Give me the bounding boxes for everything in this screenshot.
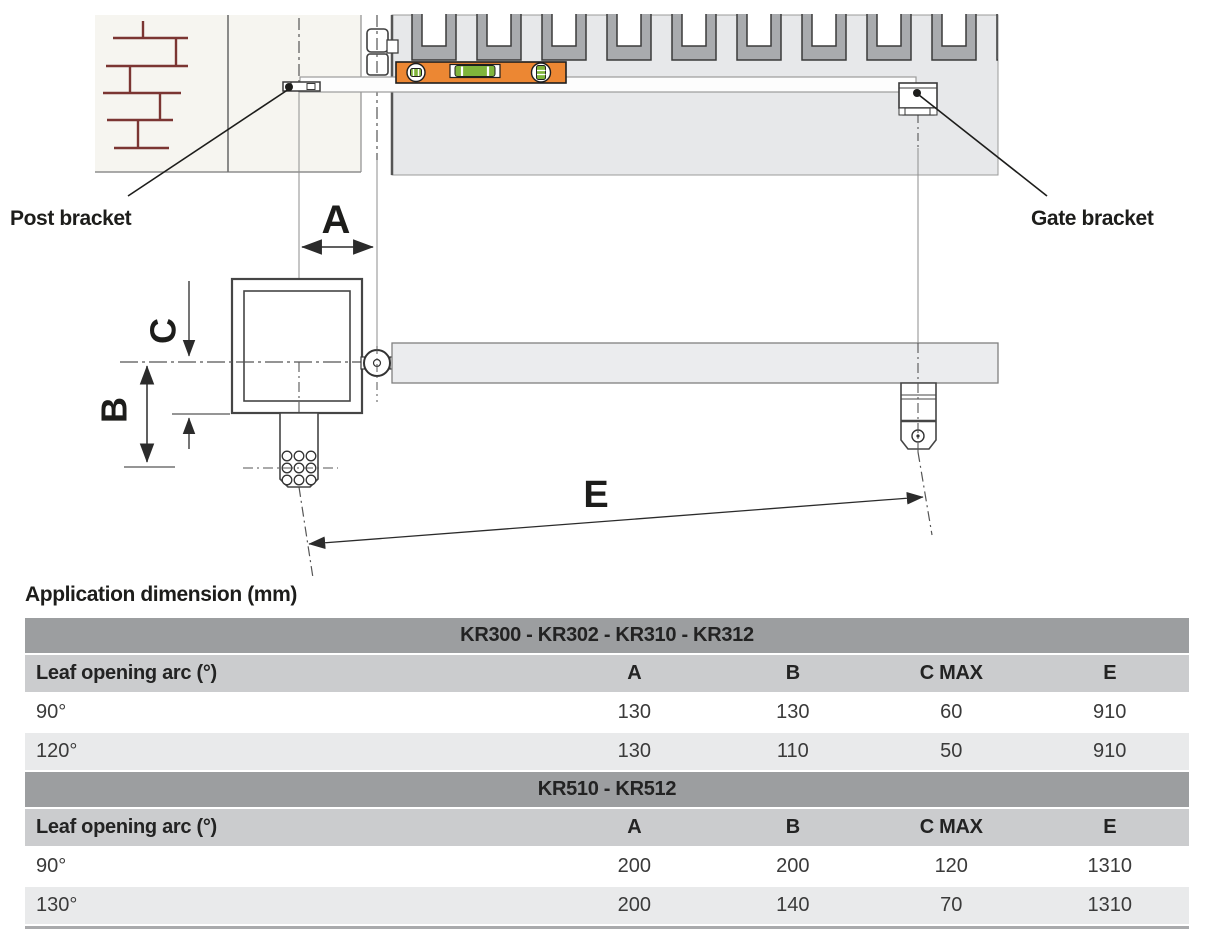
cell-b: 140 xyxy=(776,894,810,916)
table-row xyxy=(25,694,1189,731)
application-dimension-table xyxy=(25,618,1189,929)
col-b: B xyxy=(785,816,800,838)
cell-arc: 90° xyxy=(36,855,67,877)
cell-a: 200 xyxy=(617,894,651,916)
dimension-e xyxy=(309,474,923,544)
post-axis-slant xyxy=(299,487,313,578)
post-bracket-label: Post bracket xyxy=(10,207,132,230)
column-header-row xyxy=(25,809,1189,846)
cell-arc: 130° xyxy=(36,894,78,916)
col-leaf-opening-arc: Leaf opening arc (°) xyxy=(36,662,217,684)
section-header-kr510 xyxy=(25,772,1189,807)
dimension-c xyxy=(143,281,230,449)
dim-c-label: C xyxy=(142,318,184,344)
col-leaf-opening-arc: Leaf opening arc (°) xyxy=(36,816,217,838)
dim-b-label: B xyxy=(93,397,135,423)
cell-a: 130 xyxy=(617,740,651,762)
section-header-text: KR510 - KR512 xyxy=(537,778,677,800)
col-a: A xyxy=(627,662,642,684)
table-row xyxy=(25,733,1189,770)
cell-a: 130 xyxy=(617,701,651,723)
cell-arc: 120° xyxy=(36,740,78,762)
cell-b: 200 xyxy=(776,855,810,877)
cell-e: 1310 xyxy=(1087,855,1132,877)
cell-e: 1310 xyxy=(1087,894,1132,916)
plan-view xyxy=(94,279,998,578)
column-header-row xyxy=(25,655,1189,692)
wall xyxy=(95,15,361,172)
col-e: E xyxy=(1103,662,1117,684)
col-c-max: C MAX xyxy=(919,816,983,838)
section-header-kr300 xyxy=(25,618,1189,653)
table-row xyxy=(25,848,1189,885)
dimension-b xyxy=(94,366,175,467)
spirit-level-icon xyxy=(396,62,566,83)
cell-c-max: 70 xyxy=(940,894,963,916)
dim-e-label: E xyxy=(583,474,609,516)
cell-b: 130 xyxy=(776,701,810,723)
cell-e: 910 xyxy=(1093,701,1127,723)
cell-c-max: 120 xyxy=(934,855,968,877)
cell-a: 200 xyxy=(617,855,651,877)
gate-bracket-label: Gate bracket xyxy=(1031,207,1154,230)
dim-a-label: A xyxy=(321,198,351,242)
col-a: A xyxy=(627,816,642,838)
col-b: B xyxy=(785,662,800,684)
col-e: E xyxy=(1103,816,1117,838)
cell-c-max: 60 xyxy=(940,701,963,723)
front-view xyxy=(10,2,1154,362)
post-section xyxy=(232,279,362,413)
actuator-arm xyxy=(300,77,916,92)
cell-c-max: 50 xyxy=(940,740,963,762)
mounting-plate xyxy=(243,413,338,487)
table-row xyxy=(25,887,1189,924)
dimension-a xyxy=(302,198,373,247)
table-title: Application dimension (mm) xyxy=(25,583,297,606)
gate-leaf xyxy=(392,343,998,383)
col-c-max: C MAX xyxy=(919,662,983,684)
cell-b: 110 xyxy=(776,740,809,762)
cell-arc: 90° xyxy=(36,701,67,723)
gate-axis-slant xyxy=(918,452,932,535)
section-header-text: KR300 - KR302 - KR310 - KR312 xyxy=(460,624,754,646)
cell-e: 910 xyxy=(1093,740,1127,762)
